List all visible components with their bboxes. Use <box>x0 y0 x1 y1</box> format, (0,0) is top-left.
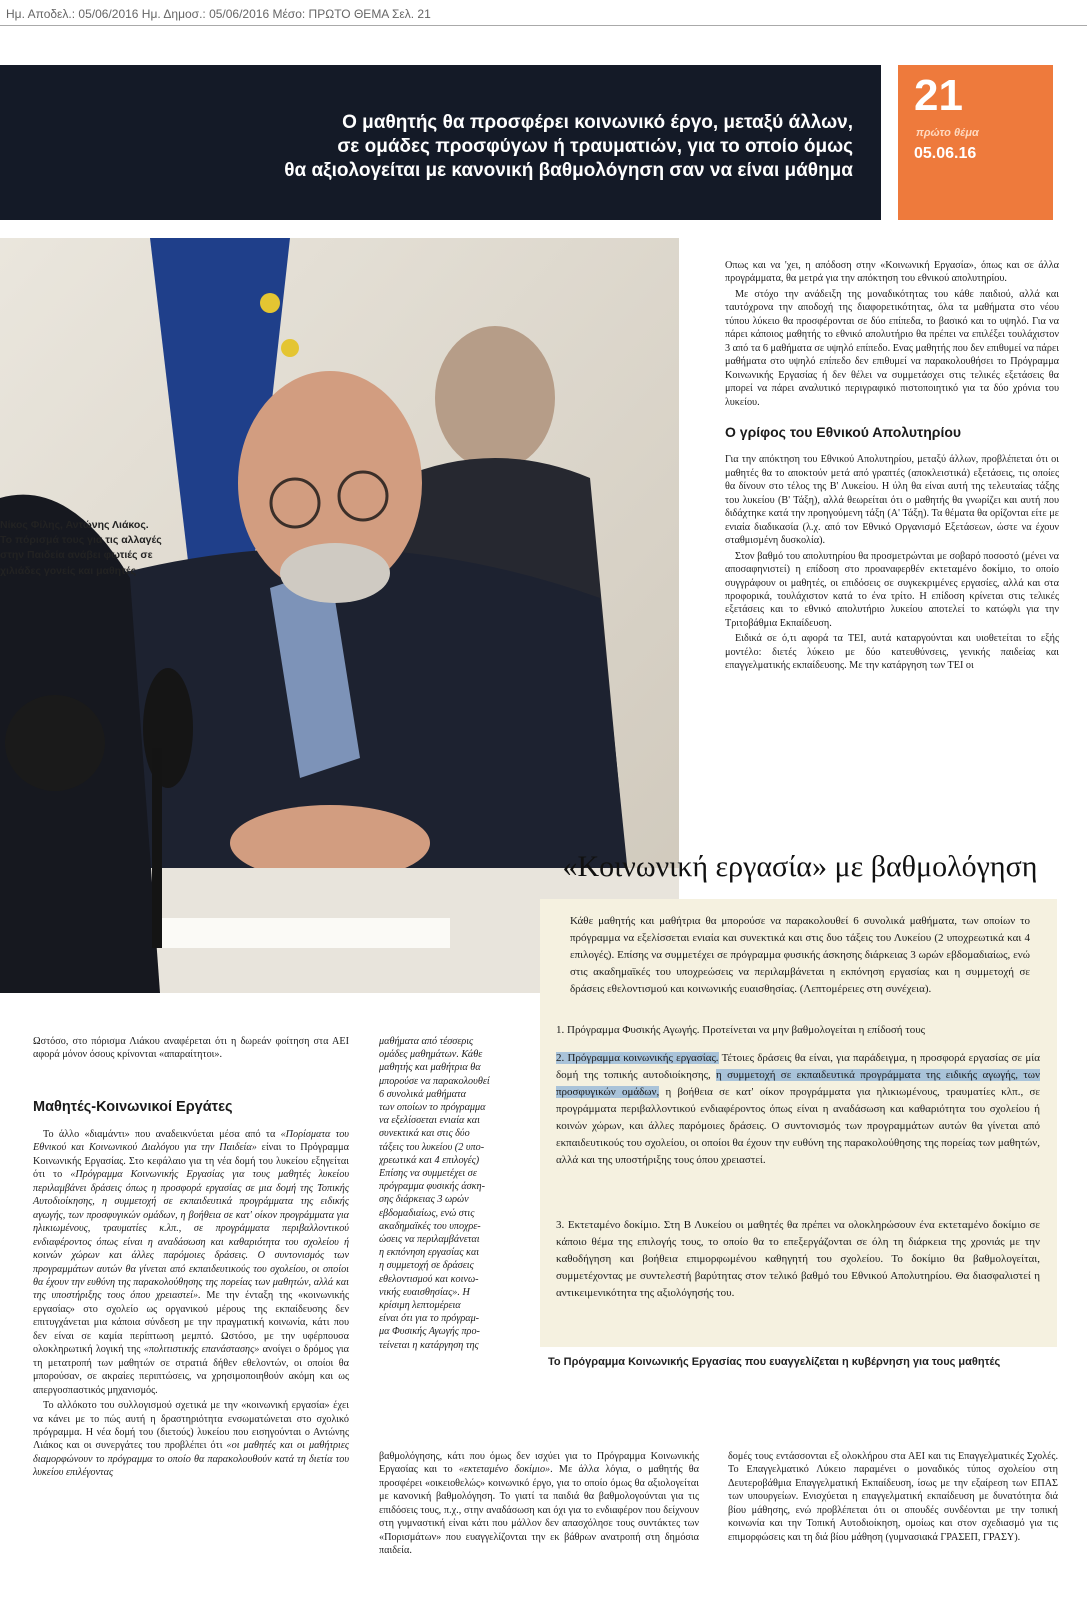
bottom-right-column <box>728 1450 1058 1546</box>
column-line: να εξελίσσεται ενιαία και <box>379 1115 480 1127</box>
text-run: βαθμολόγησης, κάτι που όμως δεν ισχύει για το Πρόγραμμα Κοινωνικής Εργασίας και το <box>379 1451 699 1476</box>
page-number: 21 <box>914 71 963 120</box>
issue-date: 05.06.16 <box>914 145 977 162</box>
box-item-essay: 3. Εκτεταμένο δοκίμιο. Στη Β Λυκείου οι μαθητές θα πρέπει να ολοκληρώσουν ένα εκτεταμένο δοκίμιο σε κάποιο θέμα της επιλογής τους, το οποίο θα το επεξεργάζονται σε όλη τη διάρκεια της χρονιάς με την καθοδήγηση και βοήθεια επιμορφωμένου καθηγητή του σχολείου. Το δοκίμιο θα βαθμολογείται, συμμετέχοντας με συντελεστή βαρύτητας στον τελικό βαθμό του Εθνικού Απολυτηρίου. Θα διασφαλιστεί η αντικειμενικότητα της αξιολόγησής του. <box>556 1219 1040 1300</box>
quote-run: «εκτεταμένο δοκίμιο» <box>458 1464 551 1476</box>
article-paragraph: Ωστόσο, στο πόρισμα Λιάκου αναφέρεται ότι η δωρεάν φοίτηση στα ΑΕΙ αφορά μόνον όσους κρίνονται «απαραίτητοι». <box>33 1036 349 1061</box>
text-run: Το αλλόκοτο του συλλογισμού σχετικά με την «κοινωνική εργασία» έχει να κάνει με το πώς αυτή η δραστηριότητα ενσωματώνεται στο σχολικό πρόγραμμα. Η νέα δομή του (διετούς) λυκείου που εισηγούνται ο Αντώνης Λιάκος και οι συνεργάτες του προβλέπει ότι <box>33 1400 349 1452</box>
headline-banner <box>0 65 881 220</box>
program-box <box>540 899 1057 1347</box>
column-line: ακαδημαϊκές του υποχρε- <box>379 1220 481 1232</box>
article-paragraph <box>379 1450 699 1558</box>
photo-caption <box>0 518 220 579</box>
column-line: σης διάρκειας 3 ωρών <box>379 1194 469 1206</box>
column-line: ομάδες μαθημάτων. Κάθε <box>379 1049 483 1061</box>
column-line: η συμμετοχή σε δράσεις <box>379 1260 474 1272</box>
highlighted-text: η συμμετοχή σε εκπαιδευτικά προγράμματα της ειδικής αγωγής, των προσφυγικών ομάδων, <box>556 1069 1040 1099</box>
article-paragraph: Οπως και να 'χει, η απόδοση στην «Κοινωνική Εργασία», όπως και σε άλλα προγράμματα, θα μετρά για την απόκτηση του εθνικού απολυτηρίου. <box>725 260 1059 285</box>
page-badge <box>898 65 1053 220</box>
article-paragraph: Ειδικά σε ό,τι αφορά τα ΤΕΙ, αυτά καταργούνται και υιοθετείται το εξής μοντέλο: διετές λύκειο με δύο κατευθύνσεις, γενικής παιδείας και επαγγελματικής εκπαίδευσης. Με την κατάργηση των ΤΕΙ οι <box>725 633 1059 672</box>
left-column-intro <box>33 1035 349 1064</box>
column-line: συνεκτικά και στις δύο <box>379 1128 470 1140</box>
banner-line-3: θα αξιολογείται με κανονική βαθμολόγηση σαν να είναι μάθημα <box>284 159 853 181</box>
text-run: Με την ένταξη της «κοινωνικής εργασίας» στο σχολείο ως οργανικού μέρους της εκπαίδευσης δεν επιτυγχάνεται μια κάποια σύνδεση με την πραγματική κοινωνία, κάτι που δεν είναι σε καμία περίπτωση μεμπτό. Ωστόσο, με την υφέρπουσα ολοκληρωτική λογική της <box>33 1290 349 1356</box>
photo-caption-line: Το πόρισμά τους για τις αλλαγές <box>0 534 162 547</box>
box-item-text: Τέτοιες δράσεις θα είναι, για παράδειγμα, η προσφορά εργασίας σε μία δομή της τοπικής αυτοδιοίκησης, <box>556 1052 1040 1082</box>
column-line: πρόγραμμα φυσικής άσκη- <box>379 1181 485 1193</box>
column-line: ώσεις να περιλαμβάνεται <box>379 1234 480 1246</box>
section-heading: Μαθητές-Κοινωνικοί Εργάτες <box>33 1099 233 1115</box>
text-run: είναι το Πρόγραμμα Κοινωνικής Εργασίας. Στο κεφάλαιο για τη νέα δομή του λυκείου εξηγείται ότι το <box>33 1142 349 1181</box>
column-line: των οποίων το πρόγραμμα <box>379 1102 486 1114</box>
box-item-text: η βοήθεια σε κατ' οίκον προγράμματα για ηλικιωμένους, τραυματίες κλπ., σε προγράμματα περιβαλλοντικού ενδιαφέροντος όπως είναι η αναδάσωση και καθαριότητα του σχολείου ή κοινών χώρων, και άλλες παρόμοιες δράσεις. Ο συντονισμός των προγραμμάτων αυτών θα γίνεται από εκπαιδευτικούς του σχολείου, οι οποίοι θα έχουν την ευθύνη της παρακολούθησης της πορείας των μαθητών, αλλά και της υποστήριξης τους όπου χρειαστεί. <box>556 1086 1041 1167</box>
text-run: Το άλλο «διαμάντι» που αναδεικνύεται μέσα από τα <box>43 1129 281 1140</box>
banner-line-1: Ο μαθητής θα προσφέρει κοινωνικό έργο, μεταξύ άλλων, <box>342 112 853 133</box>
text-run: . Με άλλα λόγια, ο μαθητής θα προσφέρει «οικειοθελώς» κοινωνικό έργο, για το οποίο όμως θα αξιολογείται με κανονική βαθμολόγηση. Το γιατί τα παιδιά θα βαθμολογούνται για τις επιδόσεις τους, π.χ., στην αναδάσωση και όχι για το ενδιαφέρον που δείχνουν στη γυμναστική είναι κάτι που μάλλον δεν απασχόλησε τους συντάκτες των «Πορισμάτων» που ευαγγελίζονται την εκ βάθρων ανατροπή στη δημόσια παιδεία. <box>379 1464 700 1557</box>
microphone <box>5 695 105 791</box>
left-column <box>33 1128 349 1482</box>
quote-run: «πολιτιστικής επανάστασης» <box>143 1344 260 1356</box>
header-rule <box>0 25 1087 26</box>
column-line: τείνεται η κατάργηση της <box>379 1339 479 1351</box>
box-item-title: 2. Πρόγραμμα κοινωνικής εργασίας. <box>556 1052 719 1064</box>
article-paragraph: Με στόχο την ανάδειξη της μοναδικότητας του κάθε παιδιού, αλλά και ταυτόχρονα την αποδοχή της διαφορετικότητας, όλα τα μαθήματα στο νέου τύπου λύκειο θα προσφέρονται σε δύο επίπεδα, το βασικό και το υψηλό. Για να πάρει κάποιος μαθητής το εθνικό απολυτήριο θα πρέπει να επιλέξει τουλάχιστον 3 από τα 6 μαθήματα σε υψηλό επίπεδο. Ενας μαθητής που δεν επιθυμεί να πάρει μαθήματα στο υψηλό επίπεδο δεν επιθυμεί να παρακολουθήσει το Πρόγραμμα Κοινωνικής Εργασίας ή δεν θέλει να συμμετάσχει στις τελικές εξετάσεις θα μπορεί να πάρει αναλυτικό περιγραφικό πιστοποιητικό για τα δύο χρόνια του λυκείου. <box>725 288 1059 408</box>
photo-caption-line: Νίκος Φίλης, Αντώνης Λιάκος. <box>0 519 149 531</box>
article-paragraph: Στον βαθμό του απολυτηρίου θα προσμετρώνται με σοβαρό ποσοστό (μένει να αποσαφηνιστεί) η επίδοση στο προαναφερθέν εκτεταμένο δοκίμιο, το οποίο συγγράφουν οι μαθητές, οι επιδόσεις σε συγκεκριμένες εργασίες, αλλά και στα προφορικά, τουλάχιστον κατά το ένα τρίτο. Η επίδοση κρίνεται στις τελικές εξετάσεις και το εθνικό απολυτήριο λυκείου αποτελεί το κατώφλι για την Τριτοβάθμια Εκπαίδευση. <box>725 550 1059 629</box>
column-line: εθελοντισμού και κοινω- <box>379 1273 479 1285</box>
column-line: μπορούσε να παρακολουθεί <box>379 1075 490 1087</box>
narrow-column <box>379 1035 490 1435</box>
column-line: μαθητής και μαθήτρια θα <box>379 1062 481 1074</box>
text-run: ανοίγει ο δρόμος για τη μετατροπή των μαθητών σε στρατιά δήθεν εθελοντών, οι οποίοι θα μπορούσαν, σε ακραίες περιπτώσεις, να χρησιμοποιηθούν ακόμη και ως απεργοσπαστικός μηχανισμός. <box>33 1344 350 1396</box>
column-line: μαθήματα από τέσσερις <box>379 1036 474 1047</box>
right-column <box>725 259 1059 675</box>
column-line: 6 συνολικά μαθήματα <box>379 1088 466 1100</box>
box-caption: Το Πρόγραμμα Κοινωνικής Εργασίας που ευαγγελίζεται η κυβέρνηση για τους μαθητές <box>548 1356 1001 1368</box>
box-item-social-work <box>556 1050 1040 1169</box>
article-paragraph: δομές τους εντάσσονται εξ ολοκλήρου στα ΑΕΙ και τις Επαγγελματικές Σχολές. Το Επαγγελματικό Λύκειο παραμένει ο μοναδικός τύπος σχολείου στη Δευτεροβάθμια Επαγγελματική Εκπαίδευση, ίσως με την εξαίρεση των ΕΠΑΣ των υπουργείων. Ενισχύεται η επαγγελματική εκπαίδευση με δυνατότητα διά βίου μάθησης, ενώ προβλέπεται ότι οι σπουδές συνδέονται με την τοπική κοινωνία και την Τοπική Αυτοδιοίκηση, ομοίως και στον σχεδιασμό για τις επιμορφώσεις και τη διά βίου μάθηση (γυμνασιακά ΓΡΑΣΕΠ, ΓΡΑΣΥ). <box>728 1451 1058 1543</box>
article-title: «Κοινωνική εργασία» με βαθμολόγηση <box>562 850 1038 883</box>
column-line: νικής ευαισθησίας». Η <box>379 1286 470 1298</box>
column-line: εβδομαδιαίως, ενώ στις <box>379 1207 475 1219</box>
column-line: είναι ότι για το πρόγραμ- <box>379 1313 480 1325</box>
photo-caption-line: χιλιάδες γονείς και μαθητές <box>0 564 136 577</box>
column-line: κρίσιμη λεπτομέρεια <box>379 1300 461 1312</box>
microphone <box>143 668 193 788</box>
column-line: Επίσης να συμμετέχει σε <box>379 1168 477 1180</box>
box-intro: Κάθε μαθητής και μαθήτρια θα μπορούσε να παρακολουθεί 6 συνολικά μαθήματα, των οποίων το πρόγραμμα να εξελίσσεται ενιαία και συνεκτικά και στις δυο τάξεις του Λυκείου (2 υποχρεωτικά και 4 επιλογές). Επίσης να συμμετέχει σε πρόγραμμα φυσικής άσκησης διάρκειας 3 ωρών εβδομαδιαίως, ενώ στις ακαδημαϊκές του υποχρεώσεις να περιλαμβάνεται η εκπόνηση εργασίας και η συμμετοχή σε δράσεις εθελοντισμού και κοινωνικής ευαισθησίας. (Λεπτομέρειες στη συνέχεια). <box>570 915 1030 996</box>
section-heading: Ο γρίφος του Εθνικού Απολυτηρίου <box>725 423 962 440</box>
article-paragraph: Για την απόκτηση του Εθνικού Απολυτηρίου, μεταξύ άλλων, προβλέπεται ότι οι μαθητές θα το αποκτούν μετά από γραπτές (αποκλειστικά) εξετάσεις, τις οποίες θα δίνουν στο τέλος της Β' Λυκείου. Η ύλη θα είναι αυτή της τελευταίας τάξης του λυκείου (Β' Τάξη), αλλά θεωρείται ότι ο μαθητής θα γνωρίζει και αυτή που διδάχτηκε κατά την προηγούμενη τάξη (Α' Τάξη). Τα θέματα θα ορίζονται είτε με ενιαία διαδικασία (λ.χ. από τον Εθνικό Οργανισμό Εξετάσεων, ώστε να έχουν σταθμισμένη δυσκολία). <box>725 454 1059 547</box>
column-line: τάξεις του λυκείου (2 υπο- <box>379 1141 485 1153</box>
banner-line-2: σε ομάδες προσφύγων ή τραυματιών, για το οποίο όμως <box>337 135 853 157</box>
quote-run: «Πρόγραμμα Κοινωνικής Εργασίας για τους μαθητές λυκείου περιλαμβάνει δράσεις όπως η προσφορά εργασίας σε μια δομή της Τοπικής Αυτοδιοίκησης, η συμμετοχή σε εκπαιδευτικά προγράμματα της ειδικής αγωγής, των προσφυγικών ομάδων, η βοήθεια σε κατ' οίκον προγράμματα για ηλικιωμένους, τραυματίες κ.λπ., σε προγράμματα περιβαλλοντικού ενδιαφέροντος όπως είναι η αναδάσωση και καθαριότητα του σχολείου ή κοινών χώρων και άλλες παρόμοιες δράσεις. Ο συντονισμός των προγραμμάτων αυτών θα γίνεται από εκπαιδευτικούς του σχολείου, οι οποίοι θα έχουν την ευθύνη της παρακολούθησης της πορείας των μαθητών, αλλά και της υποστήριξης τους όπου χρειαστεί». <box>33 1169 349 1302</box>
banner-text <box>113 111 853 182</box>
article-paragraph <box>33 1399 349 1480</box>
bottom-middle-column <box>379 1450 699 1560</box>
article-paragraph <box>33 1128 349 1397</box>
photo-caption-line: στην Παιδεία ανάβει φωτιές σε <box>0 549 153 562</box>
clipping-metadata: Ημ. Αποδελ.: 05/06/2016 Ημ. Δημοσ.: 05/06/2016 Μέσο: ΠΡΩΤΟ ΘΕΜΑ Σελ. 21 <box>6 7 431 21</box>
column-line: η εκπόνηση εργασίας και <box>379 1247 480 1259</box>
column-line: μα Φυσικής Αγωγής προ- <box>379 1326 480 1338</box>
publication-name: πρώτο θέμα <box>916 127 979 139</box>
box-item-physical-education: 1. Πρόγραμμα Φυσικής Αγωγής. Προτείνεται να μην βαθμολογείται η επίδοσή τους <box>556 1024 926 1036</box>
column-line: χρεωτικά και 4 επιλογές) <box>379 1154 480 1166</box>
quote-run: «Πορίσματα του Εθνικού και Κοινωνικού Διαλόγου για την Παιδεία» <box>33 1129 349 1154</box>
quote-run: «οι μαθητές και οι μαθήτριες διαμορφώνουν το πρόγραμμα το οποίο θα παρακολουθούν κατά τη διετία του λυκείου επιλέγοντας <box>33 1440 349 1479</box>
